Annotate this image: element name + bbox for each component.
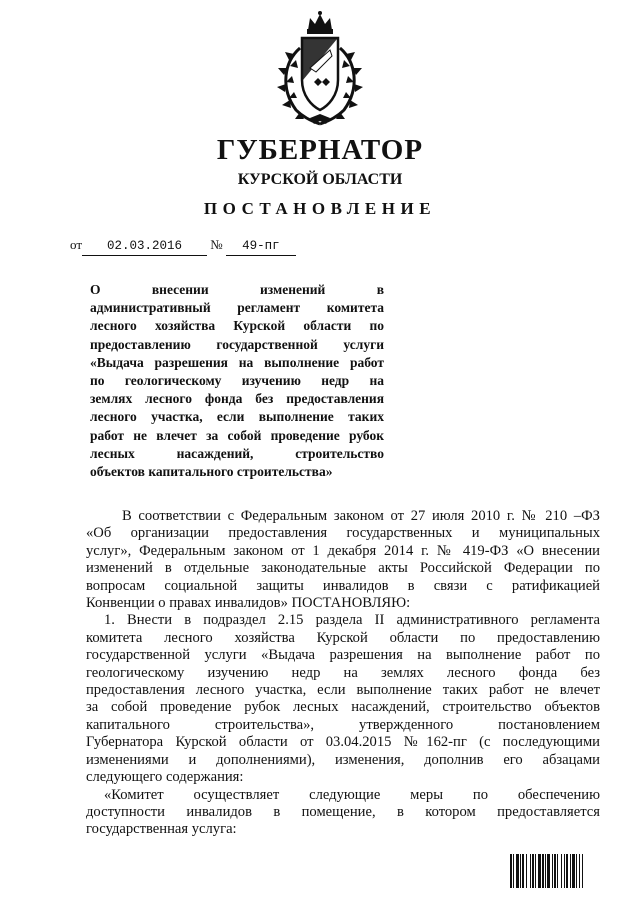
body-line: 1. Внести в подраздел 2.15 раздела II административного регламента xyxy=(104,612,600,629)
body-line: государственная услуга: xyxy=(86,821,237,838)
subject-line: «Выдача разрешения на выполнение работ xyxy=(90,354,384,370)
body-line: доступности инвалидов в помещение, в котором предоставляется xyxy=(86,803,600,820)
barcode-bar xyxy=(561,854,562,888)
barcode-bar xyxy=(516,854,519,888)
body-line: предоставления лесного участка, если выполнение таких работ не влечет xyxy=(86,682,600,699)
subject-line: О внесении изменений в xyxy=(90,282,384,297)
body-line: В соответствии с Федеральным законом от 27 июля 2010 г. № 210 –ФЗ xyxy=(122,508,600,524)
body-line: капитального строительства», утвержденного постановлением xyxy=(86,716,600,733)
subject-line: лесного участка, если выполнение таких xyxy=(90,409,384,425)
date-number-line xyxy=(70,236,296,256)
document-date: 02.03.2016 xyxy=(82,237,207,256)
decree-body xyxy=(86,508,600,839)
subject-line: лесного хозяйства Курской области по xyxy=(90,318,384,334)
body-line: изменений в отдельные законодательные акты Российской Федерации по xyxy=(86,560,600,577)
barcode-bar xyxy=(510,854,512,888)
decree-subject xyxy=(90,281,384,481)
body-line: «Комитет осуществляет следующие меры по обеспечению xyxy=(104,786,600,803)
body-line: услуг», Федеральным законом от 1 декабря 2014 г. № 419-ФЗ «О внесении xyxy=(86,542,600,559)
barcode-bar xyxy=(579,854,580,888)
document-number: 49-пг xyxy=(226,237,296,256)
barcode-bar xyxy=(564,854,565,888)
barcode-bar xyxy=(570,854,571,888)
body-line: вопросам социальной защиты инвалидов в связи с ратификацией xyxy=(86,577,600,594)
subject-line: административный регламент комитета xyxy=(90,300,384,316)
body-line: Конвенции о правах инвалидов» ПОСТАНОВЛЯЮ: xyxy=(86,595,411,612)
subject-line: по геологическому изучению недр на xyxy=(90,373,384,389)
subject-line: лесных насаждений, строительство xyxy=(90,445,384,461)
barcode-bar xyxy=(582,854,583,888)
barcode-bar xyxy=(572,854,575,888)
body-line: «Об организации предоставления государственных и муниципальных xyxy=(86,525,600,542)
body-line: государственной услуги «Выдача разрешения на выполнение работ по xyxy=(86,647,600,664)
barcode-bar xyxy=(538,854,541,888)
subject-line: предоставлению государственной услуги xyxy=(90,336,384,352)
barcode-bar xyxy=(532,854,534,888)
body-line: комитета лесного хозяйства Курской области по предоставлению xyxy=(86,629,600,646)
subject-line: работ не влечет за собой проведение рубок xyxy=(90,427,384,443)
barcode-bar xyxy=(522,854,524,888)
subject-line: землях лесного фонда без предоставления xyxy=(90,391,384,407)
body-line: за собой проведение рубок лесных насаждений, строительство объектов xyxy=(86,699,600,716)
barcode-bar xyxy=(576,854,577,888)
date-label: от xyxy=(70,237,83,252)
body-line: следующего содержания: xyxy=(86,769,244,786)
barcode-bar xyxy=(535,854,536,888)
document-type-title: ПОСТАНОВЛЕНИЕ xyxy=(203,199,437,218)
barcode-bar xyxy=(566,854,568,888)
barcode-bar xyxy=(545,854,546,888)
subject-line: объектов капитального строительства» xyxy=(90,464,333,480)
barcode-bar xyxy=(542,854,544,888)
barcode-bar xyxy=(557,854,558,888)
barcode-bar xyxy=(530,854,531,888)
region-title: КУРСКОЙ ОБЛАСТИ xyxy=(237,171,403,188)
body-line: геологическому изучению недр на землях лесного фонда без xyxy=(86,664,600,681)
barcode-bar xyxy=(554,854,556,888)
body-line: Губернатора Курской области от 03.04.2015 №162-пг (с последующими xyxy=(86,734,600,751)
barcode-bar xyxy=(526,854,527,888)
issuer-title: ГУБЕРНАТОР xyxy=(216,134,424,166)
barcode-bar xyxy=(547,854,550,888)
number-label: № xyxy=(210,237,223,252)
barcode-bar xyxy=(520,854,521,888)
body-line: изменениями и дополнениями), изменения, дополнив его абзацами xyxy=(86,751,600,768)
coat-of-arms-emblem xyxy=(270,10,370,128)
barcode-bar xyxy=(552,854,553,888)
barcode-bar xyxy=(513,854,514,888)
barcode xyxy=(510,854,610,888)
